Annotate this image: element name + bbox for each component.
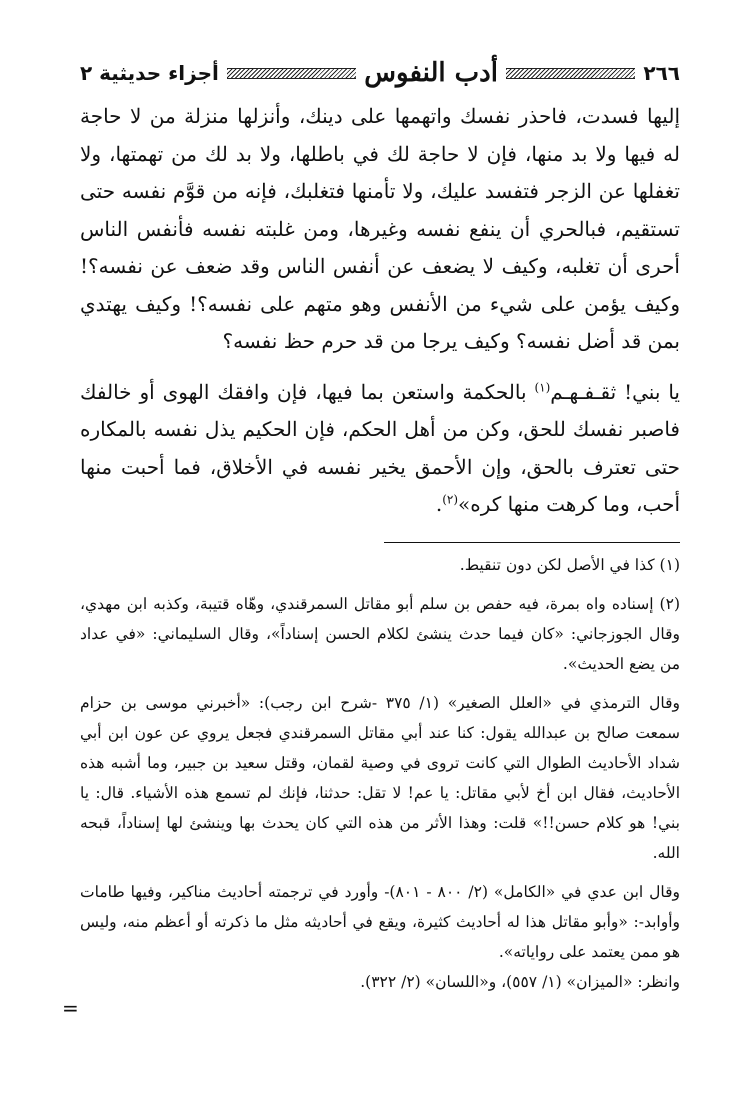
paragraph-2-start: يا بني! ثقـفـهـم [550,379,680,404]
series-title: أجزاء حديثية ٢ [80,61,219,85]
paragraph-2-middle: بالحكمة واستعن بما فيها، فإن وافقك الهوى أو خالفك فاصبر نفسك للحق، وكن من أهل الحكم، فإن الحكيم يذل نفسه بالمكاره حتى تعترف بالحق، وإن الأحمق يخير نفسه في الأخلاق، فما أحبت منها أحب، وما كرهت منها كره» [80,379,680,516]
footnote-2-tirmidhi: وقال الترمذي في «العلل الصغير» (١/ ٣٧٥ -شرح ابن رجب): «أخبرني موسى بن حزام سمعت صالح بن عبدالله يقول: كنا عند أبي مقاتل السمرقندي فجعل يروي عن عون ابن أبي شداد الأحاديث الطوال التي كانت تروى في وصية لقمان، وقتل سعيد بن جبير، وما أشبه هذه الأحاديث، فقال ابن أخ لأبي مقاتل: يا عم! لا تقل: حدثنا، فإنك لم تسمع هذه الأشياء. قال: يا بني! هو كلام حسن!!» قلت: وهذا الأثر من هذه التي كان يحدث بها وينشئ لها إسناداً، قبحه الله. [80,694,680,862]
main-text [80,98,680,524]
paragraph-1: إليها فسدت، فاحذر نفسك واتهمها على دينك، وأنزلها منزلة من لا حاجة له فيها ولا بد منها، فإن لا حاجة لك في باطلها، ولا بد لك من تهمتها، ولا تغفلها عن الزجر فتفسد عليك، ولا تأمنها فتغلبك، فإنه من قوَّم نفسه حتى تستقيم، فبالحري أن ينفع نفسه وغيرها، ومن غلبته نفسه فأنفس الناس أحرى أن تغلبه، وكيف لا يضعف عن أنفس الناس وقد ضعف عن نفسه؟! وكيف يؤمن على شيء من الأنفس وهو متهم على نفسه؟! وكيف يهتدي بمن قد أضل نفسه؟ وكيف يرجا من قد حرم حظ نفسه؟ [80,104,680,353]
continuation-mark: = [62,996,79,1020]
footnote-2: (٢) إسناده واه بمرة، فيه حفص بن سلم أبو مقاتل السمرقندي، وهّاه قتيبة، وكذبه ابن مهدي، وقال الجوزجاني: «كان فيما حدث ينشئ لكلام الحسن إسناداً»، وقال السليماني: «في عداد من يضع الحديث». [80,595,680,673]
footnote-separator [384,542,680,543]
footnote-2-ibn-adi: وقال ابن عدي في «الكامل» (٢/ ٨٠٠ - ٨٠١)- وأورد في ترجمته أحاديث مناكير، وفيها طامات وأوابد-: «وأبو مقاتل هذا له أحاديث كثيرة، ويقع في أحاديثه مثل ما ذكرته أو أعظم منه، وليس هو ممن يعتمد على رواياته». [80,883,680,961]
footnote-2-see-also: وانظر: «الميزان» (١/ ٥٥٧)، و«اللسان» (٢/ ٣٢٢). [360,973,680,991]
book-title: أدب النفوس [364,58,498,88]
running-header [80,56,680,90]
paragraph-2 [80,374,680,524]
footnote-ref-1: (١) [534,379,551,394]
page-number: ٢٦٦ [643,61,680,85]
footnote-ref-2: (٢) [442,492,459,507]
paragraph-2-end: . [435,492,443,516]
footnotes [80,550,680,997]
header-hatch-ornament [227,68,356,79]
header-hatch-ornament [506,68,635,79]
footnote-1: (١) كذا في الأصل لكن دون تنقيط. [459,556,680,574]
